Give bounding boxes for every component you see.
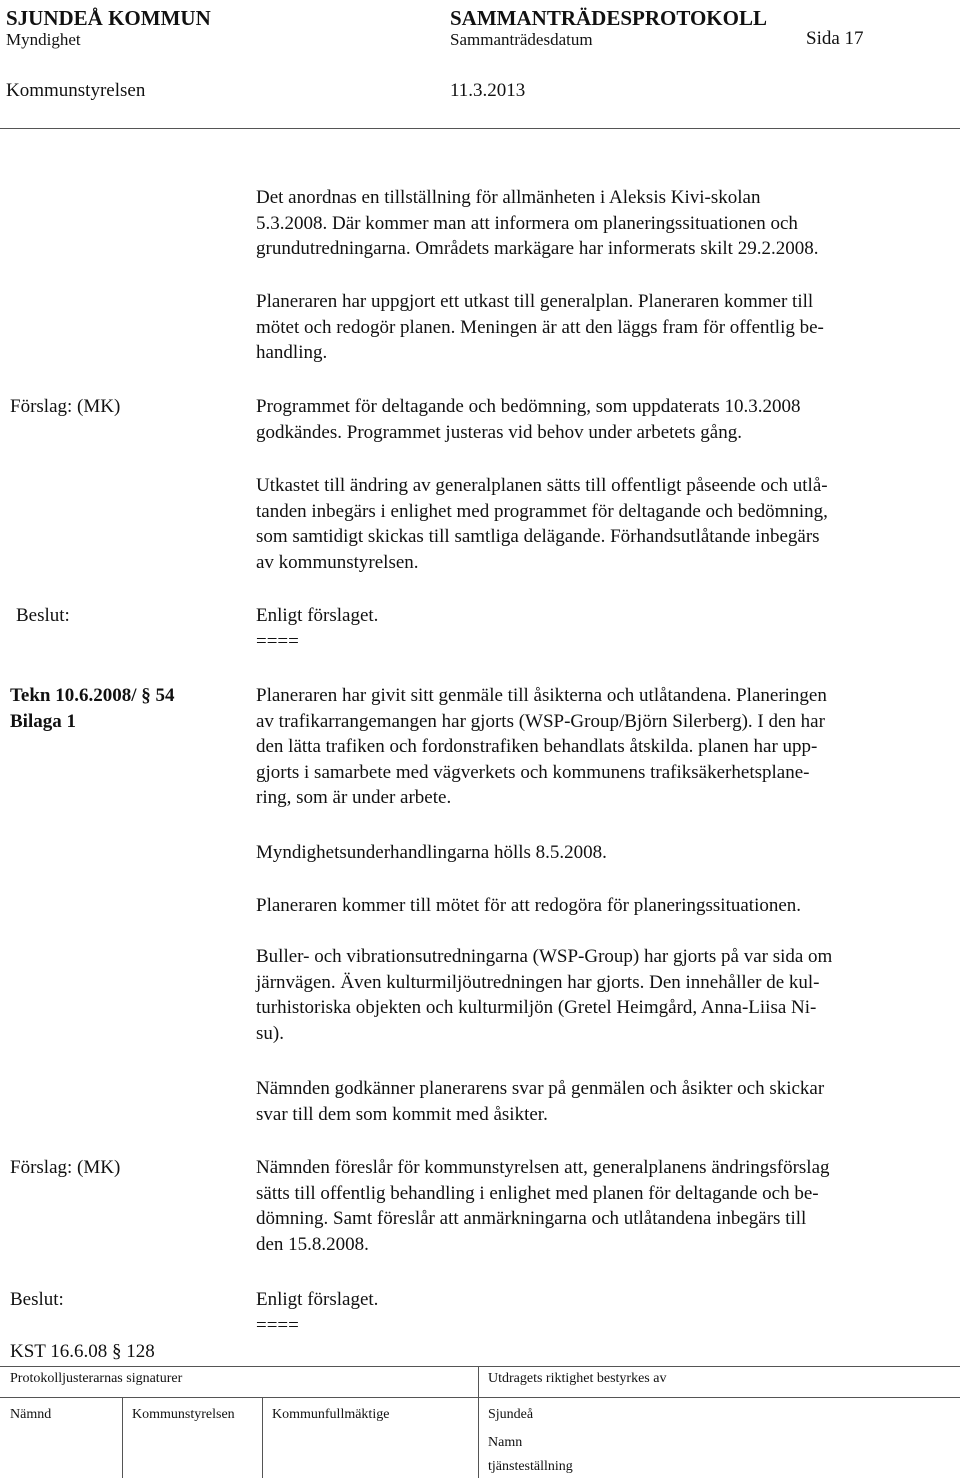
paragraph-draft-plan: Planeraren har uppgjort ett utkast till generalplan. Planeraren kommer till mötet och redogör planen. Meningen är att den läggs fram för offentlig be- handling. — [256, 291, 824, 363]
reference-attachment: Bilaga 1 — [10, 711, 76, 732]
decision-text: Enligt förslaget. ==== — [256, 1289, 379, 1336]
paragraph-noise-studies: Buller- och vibrationsutredningarna (WSP-Group) har gjorts på var sida om järnvägen. Även kulturmiljöutredningen har gjorts. Den innehåller de kul- turhistoriska objekten och kulturmiljön (Gretel Heimgård, Anna-Liisa Ni- su). — [256, 946, 833, 1044]
signatures-label: Protokolljusterarnas signaturer — [10, 1371, 183, 1386]
certification-name-label: Namn — [488, 1435, 523, 1450]
proposal-label: Förslag: (MK) — [10, 396, 121, 417]
paragraph-planner-meeting: Planeraren kommer till mötet för att redogöra för planeringssituationen. — [256, 895, 802, 916]
paragraph-programme: Programmet för deltagande och bedömning, som uppdaterats 10.3.2008 godkändes. Programmet justeras vid behov under arbetets gång. — [256, 396, 801, 443]
paragraph-proposal: Nämnden föreslår för kommunstyrelsen att, generalplanens ändringsförslag sätts till offentlig behandling i enlighet med planen för deltagande och be- dömning. Samt föreslår att anmärkningarna och utlåtandena inbegärs till den 15.8.2008. — [256, 1157, 830, 1255]
document-type: SAMMANTRÄDESPROTOKOLL — [450, 6, 767, 30]
reference-tekn: Tekn 10.6.2008/ § 54 — [10, 685, 175, 706]
certification-position-label: tjänsteställning — [488, 1459, 573, 1474]
paragraph-response: Planeraren har givit sitt genmäle till åsikterna och utlåtandena. Planeringen av trafikarrangemangen har gjorts (WSP-Group/Björn Silerberg). I den har den lätta trafiken och fordonstrafiken behandlats åtskilda. planen har upp- gjorts i samarbete med vägverkets och kommunens trafiksäkerhetsplane- ring, som är under arbete. — [256, 685, 827, 808]
footer-divider — [0, 1366, 960, 1367]
authority-label: Myndighet — [6, 30, 81, 49]
meeting-date: 11.3.2013 — [450, 80, 526, 101]
footer-divider — [0, 1397, 960, 1398]
column-divider — [478, 1366, 479, 1478]
paragraph-negotiations: Myndighetsunderhandlingarna hölls 8.5.2008. — [256, 842, 607, 863]
column-divider — [262, 1397, 263, 1478]
paragraph-draft-public: Utkastet till ändring av generalplanen sätts till offentligt påseende och utlå- tanden inbegärs i enlighet med programmet för deltagande och bedömning, som samtidigt skickas till samtliga delägande. Förhandsutlåtande inbegärs av kommunstyrelsen. — [256, 475, 828, 573]
page-number: Sida 17 — [806, 28, 864, 49]
signature-column-council: Kommunfullmäktige — [272, 1407, 390, 1422]
signature-column-executive: Kommunstyrelsen — [132, 1407, 235, 1422]
proposal-label: Förslag: (MK) — [10, 1157, 121, 1178]
authority-name: Kommunstyrelsen — [6, 80, 146, 101]
meeting-date-label: Sammanträdesdatum — [450, 30, 593, 49]
certification-place: Sjundeå — [488, 1407, 534, 1422]
decision-text: Enligt förslaget. ==== — [256, 605, 379, 652]
certification-label: Utdragets riktighet bestyrkes av — [488, 1371, 667, 1386]
paragraph-approval: Nämnden godkänner planerarens svar på genmälen och åsikter och skickar svar till dem som kommit med åsikter. — [256, 1078, 825, 1125]
decision-label: Beslut: — [10, 1289, 64, 1310]
paragraph-info-event: Det anordnas en tillställning för allmänheten i Aleksis Kivi-skolan 5.3.2008. Där kommer man att informera om planeringssituationen och grundutredningarna. Områdets markägare har informerats skilt 29.2.2008. — [256, 187, 819, 259]
decision-label: Beslut: — [16, 605, 70, 626]
municipality-name: SJUNDEÅ KOMMUN — [6, 6, 211, 30]
signature-column-board: Nämnd — [10, 1407, 52, 1422]
reference-kst: KST 16.6.08 § 128 — [10, 1341, 155, 1362]
header-divider — [0, 128, 960, 129]
column-divider — [122, 1397, 123, 1478]
